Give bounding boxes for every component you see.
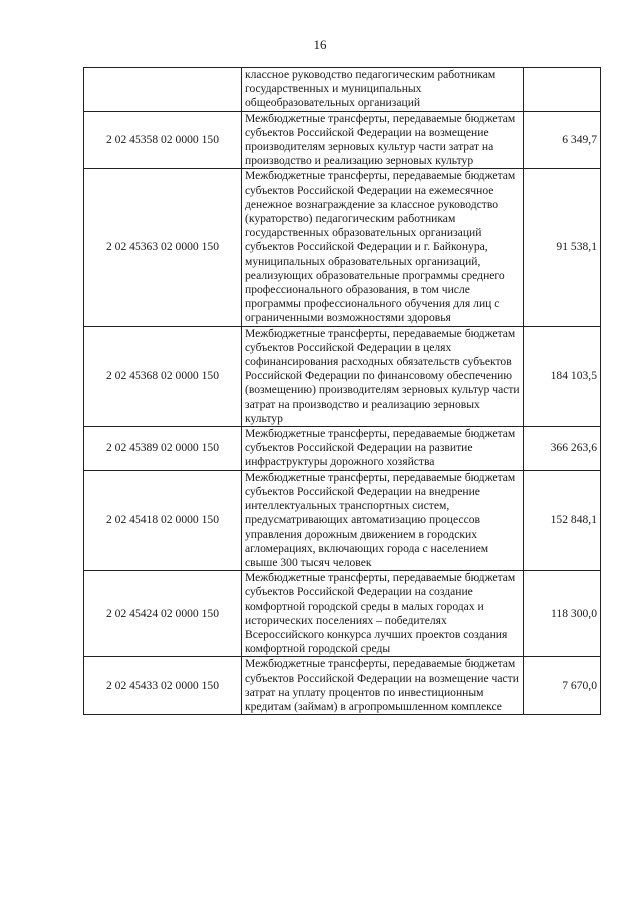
description-cell: Межбюджетные трансферты, передаваемые бюджетам субъектов Российской Федерации на возмещение части затрат на уплату процентов по инвестиционным кредитам (займам) в агропромышленном комплексе (242, 657, 524, 715)
code-cell: 2 02 45424 02 0000 150 (84, 571, 242, 657)
table-row (84, 68, 601, 112)
code-cell: 2 02 45358 02 0000 150 (84, 111, 242, 169)
amount-cell: 184 103,5 (524, 326, 601, 426)
table-row (84, 470, 601, 570)
description-cell: классное руководство педагогическим работникам государственных и муниципальных общеобразовательных организаций (242, 68, 524, 112)
amount-cell: 118 300,0 (524, 571, 601, 657)
table-row (84, 111, 601, 169)
amount-cell: 7 670,0 (524, 657, 601, 715)
table-row (84, 657, 601, 715)
table-row (84, 427, 601, 471)
amount-cell: 152 848,1 (524, 470, 601, 570)
amount-cell: 6 349,7 (524, 111, 601, 169)
amount-cell: 91 538,1 (524, 169, 601, 326)
description-cell: Межбюджетные трансферты, передаваемые бюджетам субъектов Российской Федерации на внедрение интеллектуальных транспортных систем, предусматривающих автоматизацию процессов управления дорожным движением в городских агломерациях, включающих города с населением свыше 300 тысяч человек (242, 470, 524, 570)
code-cell: 2 02 45418 02 0000 150 (84, 470, 242, 570)
description-cell: Межбюджетные трансферты, передаваемые бюджетам субъектов Российской Федерации на возмещение производителям зерновых культур части затрат на производство и реализацию зерновых культур (242, 111, 524, 169)
description-cell: Межбюджетные трансферты, передаваемые бюджетам субъектов Российской Федерации на развитие инфраструктуры дорожного хозяйства (242, 427, 524, 471)
description-cell: Межбюджетные трансферты, передаваемые бюджетам субъектов Российской Федерации на создание комфортной городской среды в малых городах и исторических поселениях – победителях Всероссийского конкурса лучших проектов создания комфортной городской среды (242, 571, 524, 657)
code-cell: 2 02 45363 02 0000 150 (84, 169, 242, 326)
code-cell (84, 68, 242, 112)
amount-cell: 366 263,6 (524, 427, 601, 471)
table-row (84, 571, 601, 657)
description-cell: Межбюджетные трансферты, передаваемые бюджетам субъектов Российской Федерации в целях софинансирования расходных обязательств субъектов Российской Федерации по финансовому обеспечению (возмещению) производителям зерновых культур части затрат на производство и реализацию зерновых культур (242, 326, 524, 426)
code-cell: 2 02 45368 02 0000 150 (84, 326, 242, 426)
description-cell: Межбюджетные трансферты, передаваемые бюджетам субъектов Российской Федерации на ежемесячное денежное вознаграждение за классное руководство (кураторство) педагогическим работникам государственных образовательных организаций субъектов Российской Федерации и г. Байконура, муниципальных образовательных организаций, реализующих образовательные программы среднего профессионального образования, в том числе программы профессионального обучения для лиц с ограниченными возможностями здоровья (242, 169, 524, 326)
table-row (84, 169, 601, 326)
code-cell: 2 02 45389 02 0000 150 (84, 427, 242, 471)
code-cell: 2 02 45433 02 0000 150 (84, 657, 242, 715)
table-row (84, 326, 601, 426)
page-number: 16 (313, 37, 327, 52)
amount-cell (524, 68, 601, 112)
budget-table (83, 67, 601, 715)
